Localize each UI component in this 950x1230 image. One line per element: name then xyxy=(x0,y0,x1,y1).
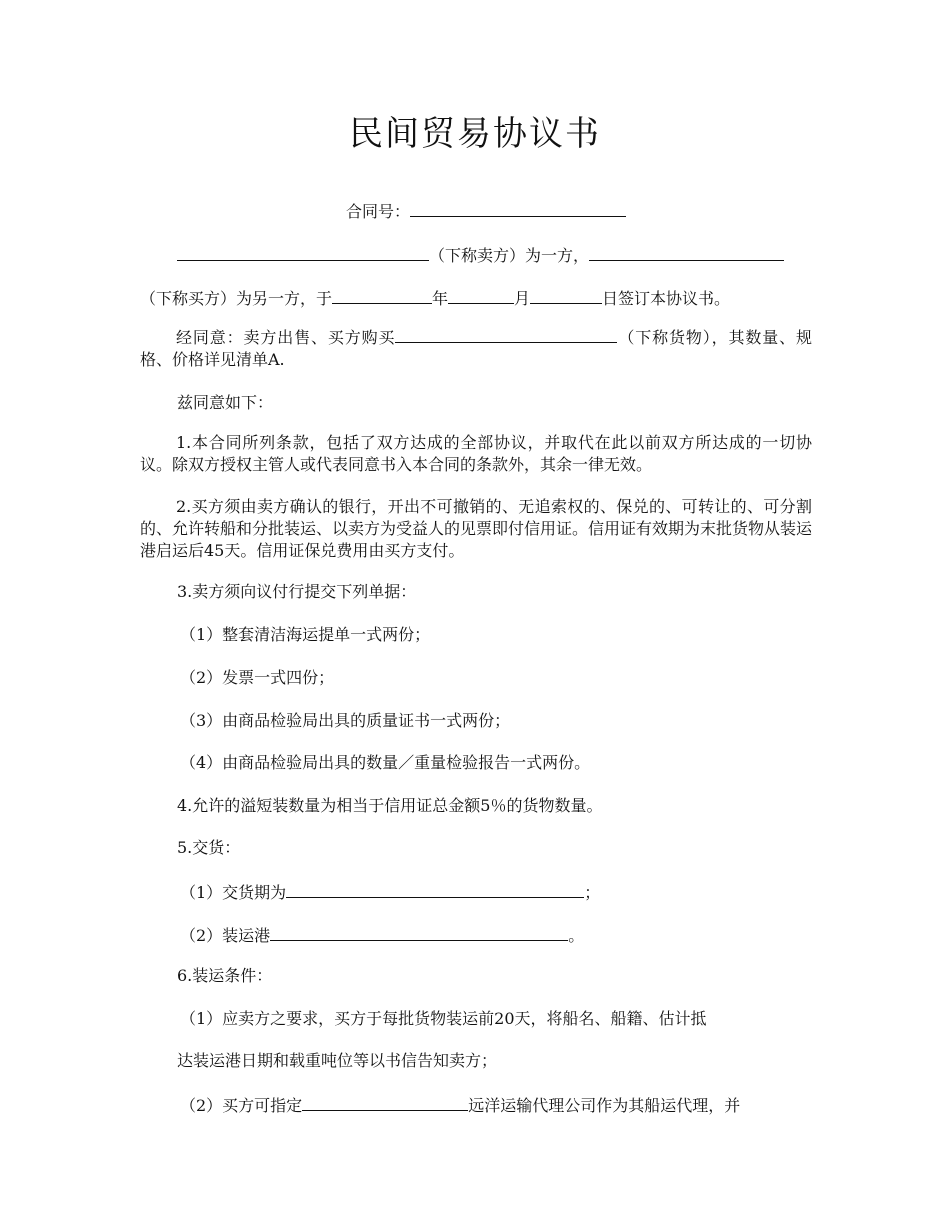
shipping-agent-label: （2）买方可指定 xyxy=(180,1096,303,1115)
clause-2: 2.买方须由卖方确认的银行，开出不可撤销的、无追索权的、保兑的、可转让的、可分割的、允许转船和分批装运、以卖方为受益人的见票即付信用证。信用证有效期为末批货物从装运港启运后45天。信用证保兑费用由买方支付。 xyxy=(140,497,813,560)
date-line xyxy=(140,287,730,309)
clause-5: 5.交货： xyxy=(177,838,241,857)
seller-name-blank[interactable] xyxy=(177,244,429,261)
clause-3-item-1: （1）整套清洁海运提单一式两份； xyxy=(180,625,431,644)
intro-text: 兹同意如下： xyxy=(177,393,274,412)
seller-line xyxy=(177,244,784,266)
buyer-prefix-text: （下称买方）为另一方，于 xyxy=(140,289,333,308)
clause-5-item-2 xyxy=(180,924,584,946)
clause-1: 1.本合同所列条款，包括了双方达成的全部协议，并取代在此以前双方所达成的一切协议。除双方授权主管人或代表同意书入本合同的条款外，其余一律无效。 xyxy=(140,433,812,474)
contract-number-line xyxy=(346,200,626,222)
document-title: 民间贸易协议书 xyxy=(349,114,601,154)
loading-port-suffix: 。 xyxy=(568,926,585,945)
delivery-period-suffix: ； xyxy=(584,883,601,902)
shipping-agent-suffix: 远洋运输代理公司作为其船运代理，并 xyxy=(468,1096,741,1115)
clause-3-item-2: （2）发票一式四份； xyxy=(180,668,335,687)
month-text: 月 xyxy=(514,289,531,308)
clause-5-item-1 xyxy=(180,881,600,903)
year-text: 年 xyxy=(432,289,449,308)
clause-3-item-4: （4）由商品检验局出具的数量／重量检验报告一式两份。 xyxy=(180,753,591,772)
clause-6-item-2 xyxy=(180,1094,740,1116)
delivery-period-label: （1）交货期为 xyxy=(180,883,287,902)
contract-number-label: 合同号： xyxy=(346,202,411,221)
clause-4: 4.允许的溢短装数量为相当于信用证总金额5％的货物数量。 xyxy=(177,796,603,815)
clause-6-item-1b: 达装运港日期和载重吨位等以书信告知卖方； xyxy=(177,1051,498,1070)
day-suffix-text: 日签订本协议书。 xyxy=(602,289,731,308)
month-blank[interactable] xyxy=(448,287,514,304)
day-blank[interactable] xyxy=(530,287,602,304)
clause-3-item-3: （3）由商品检验局出具的质量证书一式两份； xyxy=(180,711,511,730)
delivery-period-blank[interactable] xyxy=(286,881,584,898)
year-blank[interactable] xyxy=(332,287,432,304)
clause-3: 3.卖方须向议付行提交下列单据： xyxy=(177,582,417,601)
goods-blank[interactable] xyxy=(395,326,617,343)
clause-6-item-1a: （1）应卖方之要求，买方于每批货物装运前20天，将船名、船籍、估计抵 xyxy=(180,1009,707,1028)
loading-port-label: （2）装运港 xyxy=(180,926,271,945)
buyer-name-blank[interactable] xyxy=(589,244,784,261)
agreement-prefix-text: 经同意：卖方出售、买方购买 xyxy=(176,328,396,347)
seller-suffix-text: （下称卖方）为一方， xyxy=(429,246,590,265)
shipping-agent-blank[interactable] xyxy=(302,1094,468,1111)
loading-port-blank[interactable] xyxy=(270,924,568,941)
agreement-suffix-text: （下称货物），其数量、规格、价格详见清单A. xyxy=(140,328,812,369)
agreement-paragraph xyxy=(140,326,812,371)
contract-number-blank[interactable] xyxy=(410,200,626,217)
clause-6: 6.装运条件： xyxy=(177,966,273,985)
